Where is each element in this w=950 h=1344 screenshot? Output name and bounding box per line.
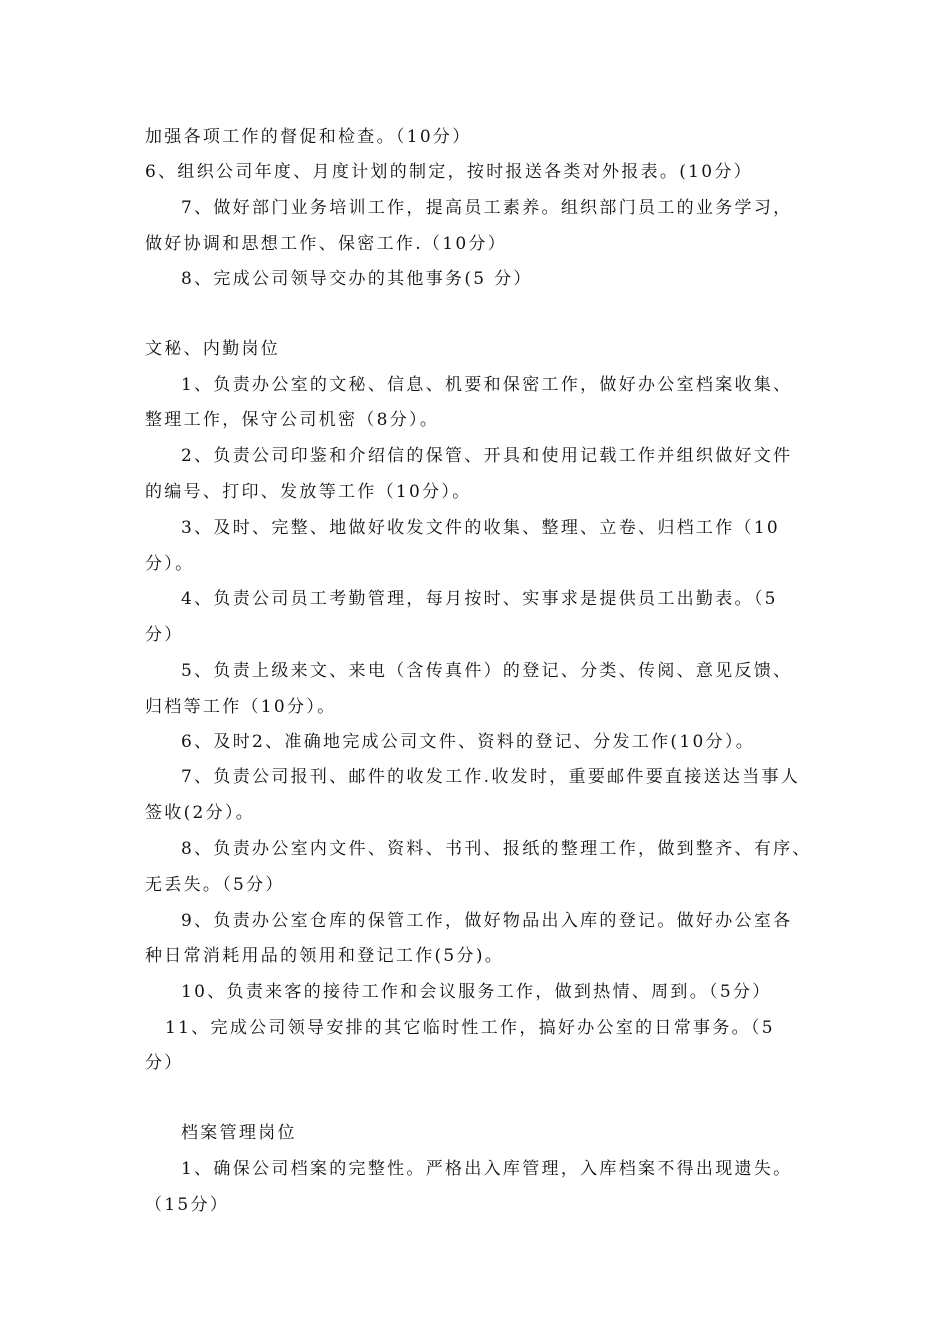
text-line: 9、负责办公室仓库的保管工作，做好物品出入库的登记。做好办公室各 <box>181 911 793 931</box>
text-line: 分）。 <box>145 554 195 574</box>
text-line: （15分） <box>145 1195 230 1215</box>
text-line: 3、及时、完整、地做好收发文件的收集、整理、立卷、归档工作（10 <box>181 518 781 538</box>
text-line: 6、及时2、准确地完成公司文件、资料的登记、分发工作(10分）。 <box>181 732 755 752</box>
text-line: 5、负责上级来文、来电（含传真件）的登记、分类、传阅、意见反馈、 <box>181 661 793 681</box>
text-line: 1、确保公司档案的完整性。严格出入库管理，入库档案不得出现遗失。 <box>181 1159 793 1179</box>
text-line: 4、负责公司员工考勤管理，每月按时、实事求是提供员工出勤表。（5 <box>181 589 778 609</box>
text-line: 无丢失。（5分） <box>145 875 285 895</box>
text-line: 归档等工作（10分）。 <box>145 697 337 717</box>
text-line: 加强各项工作的督促和检查。（10分） <box>145 127 472 147</box>
text-line: 分） <box>145 1053 184 1073</box>
text-line: 8、完成公司领导交办的其他事务(5 分） <box>181 269 533 289</box>
text-line: 6、组织公司年度、月度计划的制定，按时报送各类对外报表。(10分） <box>145 162 753 182</box>
text-line: 1、负责办公室的文秘、信息、机要和保密工作，做好办公室档案收集、 <box>181 375 793 395</box>
text-line: 签收(2分）。 <box>145 803 256 823</box>
text-line: 2、负责公司印鉴和介绍信的保管、开具和使用记载工作并组织做好文件 <box>181 446 793 466</box>
text-line: 8、负责办公室内文件、资料、书刊、报纸的整理工作，做到整齐、有序、 <box>181 839 812 859</box>
text-line: 10、负责来客的接待工作和会议服务工作，做到热情、周到。（5分） <box>181 982 772 1002</box>
text-line: 整理工作，保守公司机密（8分）。 <box>145 410 440 430</box>
text-line: 的编号、打印、发放等工作（10分）。 <box>145 482 472 502</box>
text-line: 7、负责公司报刊、邮件的收发工作.收发时，重要邮件要直接送达当事人 <box>181 767 801 787</box>
section-heading: 文秘、内勤岗位 <box>145 339 281 359</box>
text-line: 7、做好部门业务培训工作，提高员工素养。组织部门员工的业务学习， <box>181 198 793 218</box>
section-heading: 档案管理岗位 <box>181 1123 297 1143</box>
text-line: 11、完成公司领导安排的其它临时性工作，搞好办公室的日常事务。（5 <box>165 1018 775 1038</box>
text-line: 种日常消耗用品的领用和登记工作(5分)。 <box>145 946 505 966</box>
text-line: 做好协调和思想工作、保密工作.（10分） <box>145 234 508 254</box>
text-line: 分） <box>145 625 184 645</box>
